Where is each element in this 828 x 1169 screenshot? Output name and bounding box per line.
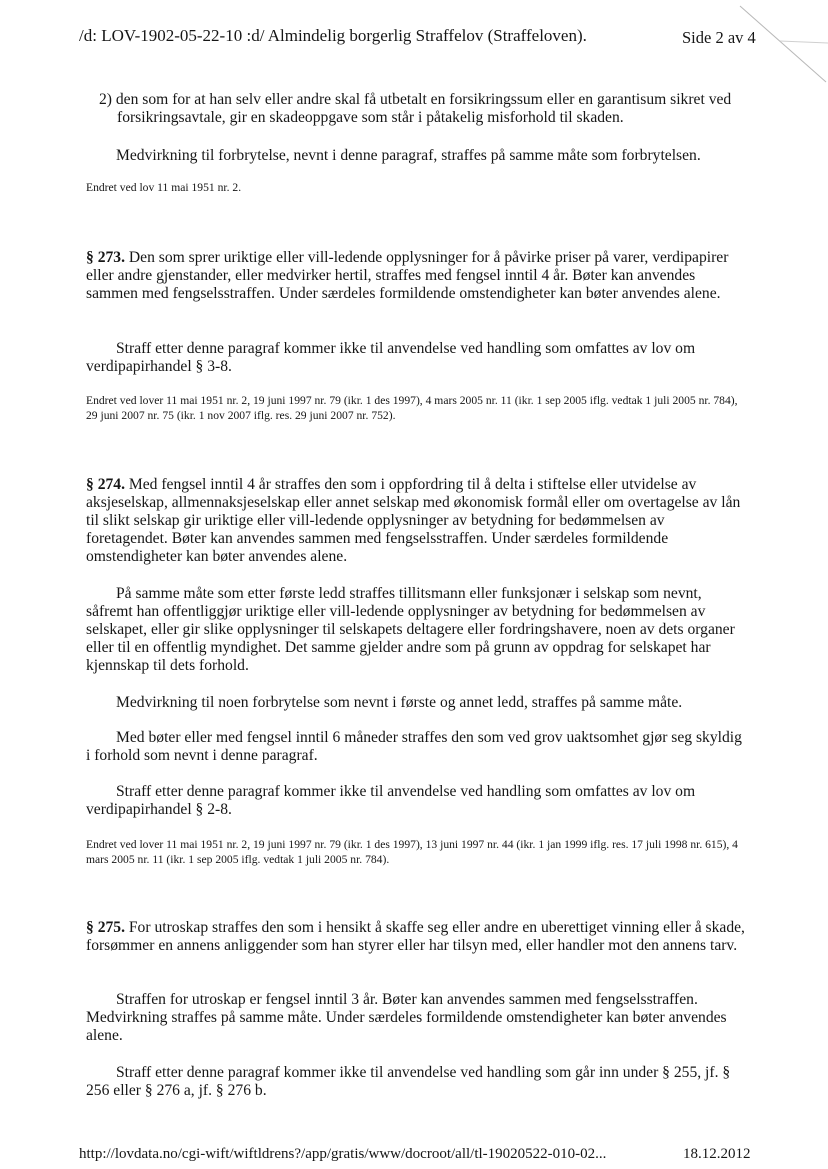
section-text: Den som sprer uriktige eller vill-ledende opplysninger for å påvirke priser på varer, verdipapirer eller andre gjenstander, eller medvirker hertil, straffes med fengsel inntil 4 år. Bøter kan anvendes sammen med fengselsstraffen. Under særdeles formildende omstendigheter kan bøter anvendes alene.	[86, 249, 729, 302]
amendment-note: Endret ved lover 11 mai 1951 nr. 2, 19 juni 1997 nr. 79 (ikr. 1 des 1997), 4 mars 2005 nr. 11 (ikr. 1 sep 2005 iflg. vedtak 1 juli 2005 nr. 784), 29 juni 2007 nr. 75 (ikr. 1 nov 2007 iflg. res. 29 juni 2007 nr. 752).	[86, 394, 738, 422]
section-text: For utroskap straffes den som i hensikt å skaffe seg eller andre en uberettiget vinning eller å skade, forsømmer en annens anliggender som han styrer eller har tilsyn med, eller handler mot den annens tarv.	[86, 919, 745, 954]
amendment-note: Endret ved lov 11 mai 1951 nr. 2.	[86, 181, 242, 194]
page-corner-fold	[735, 0, 828, 95]
paragraph: Med bøter eller med fengsel inntil 6 måneder straffes den som ved grov uaktsomhet gjør seg skyldig i forhold som nevnt i denne paragraf.	[86, 729, 742, 764]
paragraph: Straffen for utroskap er fengsel inntil 3 år. Bøter kan anvendes sammen med fengselsstraffen. Medvirkning straffes på samme måte. Under særdeles formildende omstendigheter kan bøter anvendes alene.	[86, 991, 727, 1044]
paragraph: Medvirkning til forbrytelse, nevnt i denne paragraf, straffes på samme måte som forbrytelsen.	[116, 147, 701, 164]
paragraph: På samme måte som etter første ledd straffes tillitsmann eller funksjonær i selskap som nevnt, såfremt han offentliggjør uriktige eller vill-ledende opplysninger av betydning for bedømmelsen av selskapet, eller gir slike opplysninger til selskapets deltagere eller fordringshavere, noen av dets organer eller til en offentlig myndighet. Det samme gjelder andre som på grunn av oppdrag for selskapet har kjennskap til dets forhold.	[86, 585, 735, 674]
amendment-note: Endret ved lover 11 mai 1951 nr. 2, 19 juni 1997 nr. 79 (ikr. 1 des 1997), 13 juni 1997 nr. 44 (ikr. 1 jan 1999 iflg. res. 17 juli 1998 nr. 615), 4 mars 2005 nr. 11 (ikr. 1 sep 2005 iflg. vedtak 1 juli 2005 nr. 784).	[86, 838, 738, 866]
section-text: Med fengsel inntil 4 år straffes den som i oppfordring til å delta i stiftelse eller utvidelse av aksjeselskap, allmennaksjeselskap eller annet selskap med økonomisk formål eller om overtagelse av lån til slikt selskap gir uriktige eller vill-ledende opplysninger av betydning for bedømmelsen av foretagendet. Bøter kan anvendes sammen med fengselsstraffen. Under særdeles formildende omstendigheter kan bøter anvendes alene.	[86, 476, 741, 565]
footer-date: 18.12.2012	[683, 1146, 751, 1162]
page-indicator: Side 2 av 4	[682, 28, 756, 47]
section-273	[86, 249, 750, 303]
section-number: § 273.	[86, 249, 125, 266]
document-reference: /d: LOV-1902-05-22-10 :d/ Almindelig borgerlig Straffelov (Straffeloven).	[79, 26, 587, 45]
paragraph: Straff etter denne paragraf kommer ikke til anvendelse ved handling som omfattes av lov om verdipapirhandel § 3-8.	[86, 340, 696, 375]
section-number: § 274.	[86, 476, 125, 493]
paragraph: Medvirkning til noen forbrytelse som nevnt i første og annet ledd, straffes på samme måte.	[116, 694, 683, 711]
list-item: 2) den som for at han selv eller andre skal få utbetalt en forsikringssum eller en garantisum sikret ved forsikringsavtale, gir en skadeoppgave som står i påtakelig misforhold til skaden.	[99, 91, 732, 126]
paragraph: Straff etter denne paragraf kommer ikke til anvendelse ved handling som omfattes av lov om verdipapirhandel § 2-8.	[86, 783, 696, 818]
footer-url: http://lovdata.no/cgi-wift/wiftldrens?/app/gratis/www/docroot/all/tl-19020522-010-02...	[79, 1146, 607, 1162]
section-275	[86, 919, 750, 955]
paragraph: Straff etter denne paragraf kommer ikke til anvendelse ved handling som går inn under § 255, jf. § 256 eller § 276 a, jf. § 276 b.	[86, 1064, 731, 1099]
section-number: § 275.	[86, 919, 125, 936]
section-274	[86, 476, 750, 566]
